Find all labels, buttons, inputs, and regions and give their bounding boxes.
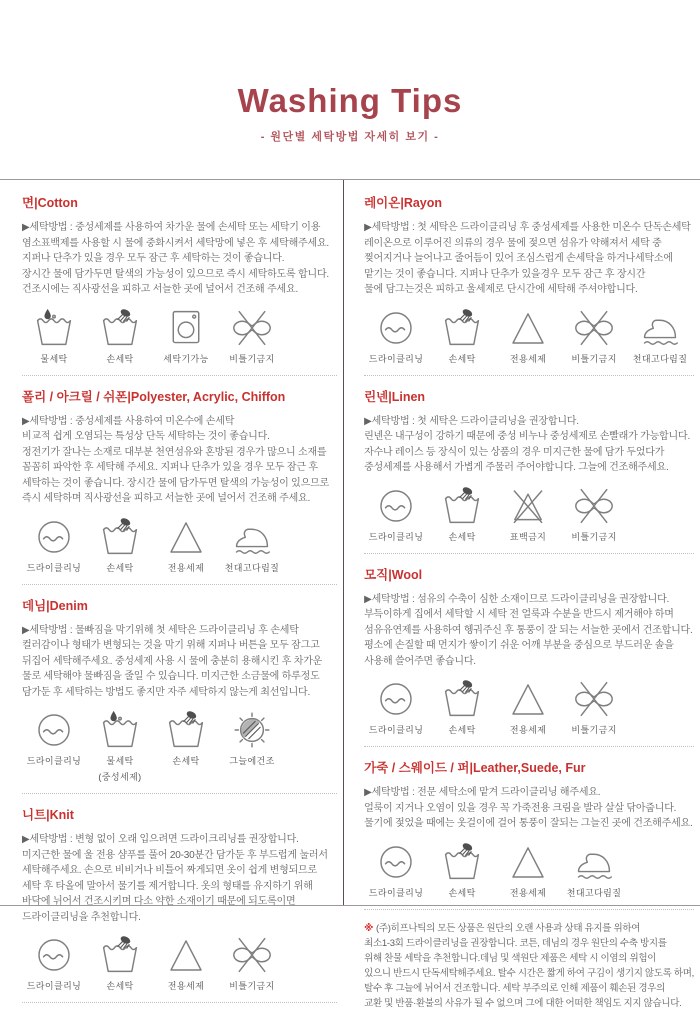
care-symbol-dry-clean xyxy=(26,710,82,767)
instruction-line: ▶세탁방법 : 전문 세탁소에 맡겨 드라이클리닝 해주세요. xyxy=(364,787,601,798)
instruction-line: ▶세탁방법 : 중성세제를 사용하여 차가운 물에 손세탁 또는 세탁기 이용 xyxy=(22,222,321,233)
care-icon-row xyxy=(22,517,337,574)
care-symbol-hand-wash xyxy=(92,517,148,574)
care-symbol-dry-clean xyxy=(368,486,424,543)
footer-note-line: 탈수 후 그늘에 뉘어서 건조합니다. 세탁 부주의로 인해 제품이 훼손된 경우의 xyxy=(364,982,666,994)
care-symbol-dry-clean xyxy=(368,679,424,736)
footer-note xyxy=(364,910,694,1021)
care-symbol-no-wring xyxy=(566,679,622,736)
section-title-denim: 데님|Denim xyxy=(22,598,88,613)
instruction-line: 중성세제를 사용해서 가볍게 주물러 주어야합니다. 그늘에 건조해주세요. xyxy=(364,462,669,473)
section-title-leather-suede-fur: 가죽 / 스웨이드 / 퍼|Leather,Suede, Fur xyxy=(364,761,586,775)
instruction-line: ▶세탁방법 : 첫 세탁은 드라이클리닝을 권장합니다. xyxy=(364,415,579,427)
instruction-line: ▶세탁방법 : 섬유의 수축이 심한 소재이므로 드라이클리닝을 권장합니다. xyxy=(364,593,670,605)
icon-label: 천대고다림질 xyxy=(566,887,622,898)
instruction-line: 뒤집어 세탁해주세요. 중성세제 사용 시 물에 충분히 용해시킨 후 차가운 xyxy=(22,655,323,667)
instruction-line: 평소에 손질할 때 먼지가 쌓이기 쉬운 어깨 부분을 중심으로 부드러운 솔을 xyxy=(364,640,674,651)
instruction-line: 드라이클리닝을 추천합니다. xyxy=(22,911,141,923)
icon-label: 전용세제 xyxy=(509,887,547,898)
care-icon-row xyxy=(364,308,694,365)
iron-cloth-icon xyxy=(224,517,280,557)
left-column xyxy=(0,180,343,991)
care-symbol-water-wash xyxy=(26,308,82,365)
instruction-line: 담가둔 후 세탁하는 방법도 좋지만 자주 세탁하지 않는게 최선입니다. xyxy=(22,686,311,698)
care-symbol-detergent xyxy=(500,842,556,899)
hand-wash-icon xyxy=(158,710,214,750)
dry-clean-icon xyxy=(368,842,424,882)
instruction-line: 지퍼나 단추가 있을 경우 모두 잠근 후 세탁하는 것이 좋습니다. xyxy=(22,253,285,264)
iron-cloth-icon xyxy=(566,842,622,882)
instruction-line: 얼룩이 지거나 오염이 있을 경우 꼭 가죽전용 크림을 발라 살살 닦아줍니다. xyxy=(364,802,677,814)
no-bleach-icon xyxy=(500,486,556,526)
care-symbol-water-wash xyxy=(92,710,148,783)
icon-label: 손세탁 xyxy=(448,531,476,542)
no-wring-icon xyxy=(566,486,622,526)
icon-label: 손세탁 xyxy=(448,887,476,898)
icon-label: 표백금지 xyxy=(509,531,547,542)
fabric-section-rayon xyxy=(364,182,694,376)
no-wring-icon xyxy=(224,308,280,348)
care-symbol-detergent xyxy=(158,517,214,574)
care-symbol-dry-clean xyxy=(26,935,82,992)
hand-wash-icon xyxy=(92,308,148,348)
care-symbol-iron-cloth xyxy=(632,308,688,365)
care-icon-row xyxy=(364,842,694,899)
icon-label: 전용세제 xyxy=(509,725,547,735)
care-symbol-dry-clean xyxy=(26,517,82,574)
icon-label: 비틀기금지 xyxy=(571,725,617,735)
hand-wash-icon xyxy=(92,935,148,975)
instruction-line: 레이온으로 이루어진 의류의 경우 물에 젖으면 섬유가 약해져서 세탁 중 xyxy=(364,237,662,249)
instruction-line: 맡기는 것이 좋습니다. 지퍼나 단추가 있을경우 모두 잠근 후 장시간 xyxy=(364,268,646,280)
detergent-icon xyxy=(500,842,556,882)
care-symbol-hand-wash xyxy=(434,842,490,899)
icon-label: 전용세제 xyxy=(167,562,205,573)
instruction-line: 바닥에 뉘어서 건조시키며 다소 약한 소재이기 때문에 되도록이면 xyxy=(22,896,296,907)
care-symbol-detergent xyxy=(500,308,556,365)
fabric-section-linen xyxy=(364,376,694,554)
icon-label: 드라이클리닝 xyxy=(26,981,82,991)
care-icon-row xyxy=(22,935,337,992)
care-icon-row xyxy=(22,308,337,365)
icon-label: 드라이클리닝 xyxy=(368,531,424,542)
footer-note-text xyxy=(364,921,694,1011)
footer-note-line xyxy=(364,921,694,936)
instruction-line: 비교적 쉽게 오염되는 특성상 단독 세탁하는 것이 좋습니다. xyxy=(22,431,270,442)
instruction-line: 세탁 후 타올에 말아서 물기를 제거합니다. 옷의 형태를 유지하기 위해 xyxy=(22,880,313,892)
icon-sublabel: (중성세제) xyxy=(98,772,142,782)
water-wash-icon xyxy=(92,710,148,750)
page-title: Washing Tips xyxy=(237,82,463,119)
fabric-section-denim xyxy=(22,585,337,795)
section-instructions xyxy=(22,414,337,507)
machine-wash-icon xyxy=(158,308,214,348)
note-line-text: (주)히프나틱의 모든 상품은 원단의 오랜 사용과 상태 유지를 위하여 xyxy=(376,922,641,934)
icon-label: 드라이클리닝 xyxy=(368,353,424,364)
detergent-icon xyxy=(158,935,214,975)
icon-label: 그늘에건조 xyxy=(229,756,275,766)
hand-wash-icon xyxy=(434,486,490,526)
fabric-section-cotton xyxy=(22,182,337,376)
care-icon-row xyxy=(22,710,337,783)
instruction-line: 린넨은 내구성이 강하기 때문에 중성 비누나 중성세제로 손빨래가 가능합니다. xyxy=(364,431,691,442)
care-symbol-detergent xyxy=(158,935,214,992)
footer-note-line: 있으니 반드시 단독세탁해주세요. 탈수 시간은 짧게 하여 구김이 생기지 않도록 하며, xyxy=(364,967,694,979)
care-symbol-no-wring xyxy=(566,308,622,365)
note-marker: ※ xyxy=(364,922,374,934)
care-icon-row xyxy=(364,679,694,736)
instruction-line: ▶세탁방법 : 중성세제를 사용하여 미온수에 손세탁 xyxy=(22,415,235,427)
instruction-line: 물에 담그는것은 피하고 울세제로 단시간에 세탁해 주셔야합니다. xyxy=(364,284,638,295)
content-area xyxy=(0,179,700,1009)
page-subtitle: - 원단별 세탁방법 자세히 보기 - xyxy=(260,131,440,143)
care-symbol-hand-wash xyxy=(434,679,490,736)
water-wash-icon xyxy=(26,308,82,348)
care-symbol-iron-cloth xyxy=(224,517,280,574)
section-instructions xyxy=(22,832,337,925)
instruction-line: 정전기가 잘나는 소재로 대부분 천연섬유와 혼방된 경우가 많으니 소재를 xyxy=(22,446,327,458)
section-title-linen: 린넨|Linen xyxy=(364,389,426,404)
section-title-rayon: 레이온|Rayon xyxy=(364,196,443,210)
icon-label: 물세탁 xyxy=(106,756,134,766)
care-symbol-no-wring xyxy=(224,935,280,992)
dry-clean-icon xyxy=(368,308,424,348)
instruction-line: ▶세탁방법 : 변형 없이 오래 입으려면 드라이크리닝를 권장합니다. xyxy=(22,834,299,845)
section-title-cotton: 면|Cotton xyxy=(22,196,78,210)
care-icon-row xyxy=(364,486,694,543)
instruction-line: 찢어지거나 늘어나고 줄어듬이 있어 조심스럽게 손세탁을 하거나세탁소에 xyxy=(364,253,673,264)
hand-wash-icon xyxy=(434,842,490,882)
icon-label: 드라이클리닝 xyxy=(26,562,82,573)
section-instructions xyxy=(364,592,694,670)
dry-clean-icon xyxy=(26,517,82,557)
instruction-line: 부득이하게 집에서 세탁할 시 세탁 전 얼룩과 수분을 반드시 제거해야 하며 xyxy=(364,609,674,620)
instruction-line: 꼼꼼히 파악한 후 세탁해 주세요. 지퍼나 단추가 있을 경우 모두 잠근 후 xyxy=(22,462,318,473)
fabric-section-leather-suede-fur xyxy=(364,747,694,910)
icon-label: 손세탁 xyxy=(448,725,476,735)
page-header xyxy=(0,0,700,144)
care-symbol-machine-wash xyxy=(158,308,214,365)
care-symbol-shade-dry xyxy=(224,710,280,767)
footer-note-line: 교환 및 반품·환불의 사유가 될 수 없으며 그에 대한 어떠한 책임도 지지 않습니다. xyxy=(364,997,682,1009)
instruction-line: 건조시에는 직사광선을 피하고 서늘한 곳에 널어서 건조해 주세요. xyxy=(22,284,299,295)
icon-label: 전용세제 xyxy=(509,353,547,364)
section-instructions xyxy=(364,414,694,476)
detergent-icon xyxy=(500,308,556,348)
care-symbol-no-wring xyxy=(224,308,280,365)
icon-label: 비틀기금지 xyxy=(229,981,275,991)
icon-label: 드라이클리닝 xyxy=(26,756,82,766)
section-instructions xyxy=(364,220,694,298)
care-symbol-hand-wash xyxy=(434,486,490,543)
care-symbol-dry-clean xyxy=(368,308,424,365)
instruction-line: 즉시 세탁하며 직사광선을 피하고 서늘한 곳에 널어서 건조해 주세요. xyxy=(22,493,311,504)
section-title-knit: 니트|Knit xyxy=(22,808,74,822)
shade-dry-icon xyxy=(224,710,280,750)
instruction-line: 자수나 레이스 등 장식이 있는 상품의 경우 미지근한 물에 담가 두었다가 xyxy=(364,446,665,458)
instruction-line: 미지근한 물에 울 전용 샴푸를 풀어 20-30분간 담가둔 후 부드럽게 눌러서 xyxy=(22,849,328,861)
instruction-line: 물로 세탁해야 물빠짐을 줄일 수 있습니다. 미지근한 소금물에 하루정도 xyxy=(22,671,320,682)
icon-label: 천대고다림질 xyxy=(224,562,280,573)
icon-label: 드라이클리닝 xyxy=(368,725,424,735)
dry-clean-icon xyxy=(26,710,82,750)
care-symbol-hand-wash xyxy=(92,308,148,365)
instruction-line: ▶세탁방법 : 물빠짐을 막기위해 첫 세탁은 드라이클리닝 후 손세탁 xyxy=(22,624,299,636)
instruction-line: 컬러감이나 형태가 변형되는 것을 막기 위해 지퍼나 버튼을 모두 잠그고 xyxy=(22,640,320,651)
instruction-line: 세탁하는 것이 좋습니다. 장시간 물에 담가두면 탈색의 가능성이 있으므로 xyxy=(22,477,330,489)
dry-clean-icon xyxy=(368,679,424,719)
no-wring-icon xyxy=(566,679,622,719)
section-instructions xyxy=(22,623,337,701)
fabric-section-knit xyxy=(22,794,337,1003)
section-instructions xyxy=(22,220,337,298)
fabric-section-poly-acrylic-chiffon xyxy=(22,376,337,585)
care-symbol-detergent xyxy=(500,679,556,736)
icon-label: 손세탁 xyxy=(106,353,134,364)
instruction-line: 물기에 젖었을 때에는 옷걸이에 걸어 통풍이 잘되는 그늘진 곳에 건조해주세요. xyxy=(364,818,693,829)
instruction-line: 장시간 물에 담가두면 탈색의 가능성이 있으므로 즉시 세탁하도록 합니다. xyxy=(22,268,330,280)
icon-label: 물세탁 xyxy=(40,353,68,364)
care-symbol-hand-wash xyxy=(158,710,214,767)
icon-label: 손세탁 xyxy=(106,562,134,573)
instruction-line: 사용해 쓸어주면 좋습니다. xyxy=(364,655,476,667)
icon-label: 손세탁 xyxy=(172,756,200,766)
no-wring-icon xyxy=(224,935,280,975)
dry-clean-icon xyxy=(368,486,424,526)
section-title-poly-acrylic-chiffon: 폴리 / 아크릴 / 쉬폰|Polyester, Acrylic, Chiffon xyxy=(22,389,286,404)
care-symbol-no-wring xyxy=(566,486,622,543)
fabric-section-wool xyxy=(364,554,694,748)
iron-cloth-icon xyxy=(632,308,688,348)
detergent-icon xyxy=(158,517,214,557)
hand-wash-icon xyxy=(434,679,490,719)
care-symbol-iron-cloth xyxy=(566,842,622,899)
icon-label: 비틀기금지 xyxy=(571,353,617,364)
instruction-line: 세탁해주세요. 손으로 비비거나 비틀어 짜게되면 옷이 쉽게 변형되므로 xyxy=(22,865,317,876)
dry-clean-icon xyxy=(26,935,82,975)
no-wring-icon xyxy=(566,308,622,348)
hand-wash-icon xyxy=(92,517,148,557)
icon-label: 손세탁 xyxy=(106,981,134,991)
instruction-line: 염소표백제를 사용할 시 물에 중화시켜서 세탁망에 넣은 후 세탁해주세요. xyxy=(22,237,330,249)
right-column xyxy=(344,180,700,1009)
icon-label: 드라이클리닝 xyxy=(368,887,424,898)
section-title-wool: 모직|Wool xyxy=(364,567,423,582)
care-symbol-no-bleach xyxy=(500,486,556,543)
care-symbol-dry-clean xyxy=(368,842,424,899)
hand-wash-icon xyxy=(434,308,490,348)
icon-label: 비틀기금지 xyxy=(571,531,617,542)
icon-label: 전용세제 xyxy=(167,981,205,991)
section-instructions xyxy=(364,785,694,832)
care-symbol-hand-wash xyxy=(434,308,490,365)
footer-note-line: 위해 찬물 세탁을 추천합니다.데님 및 색원단 제품은 세탁 시 이염의 위험이 xyxy=(364,952,657,964)
icon-label: 비틀기금지 xyxy=(229,353,275,364)
care-symbol-hand-wash xyxy=(92,935,148,992)
icon-label: 손세탁 xyxy=(448,353,476,364)
instruction-line: ▶세탁방법 : 첫 세탁은 드라이클리닝 후 중성세제를 사용한 미온수 단독손세탁 xyxy=(364,222,691,233)
icon-label: 세탁기가능 xyxy=(163,353,209,364)
footer-note-line: 최소1-3회 드라이클리닝을 권장합니다. 코튼, 데님의 경우 원단의 수축 방지를 xyxy=(364,937,667,949)
detergent-icon xyxy=(500,679,556,719)
instruction-line: 섬유유연제를 사용하여 헹궈주신 후 통풍이 잘 되는 서늘한 곳에서 건조합니다. xyxy=(364,624,693,636)
icon-label: 천대고다림질 xyxy=(632,353,688,364)
